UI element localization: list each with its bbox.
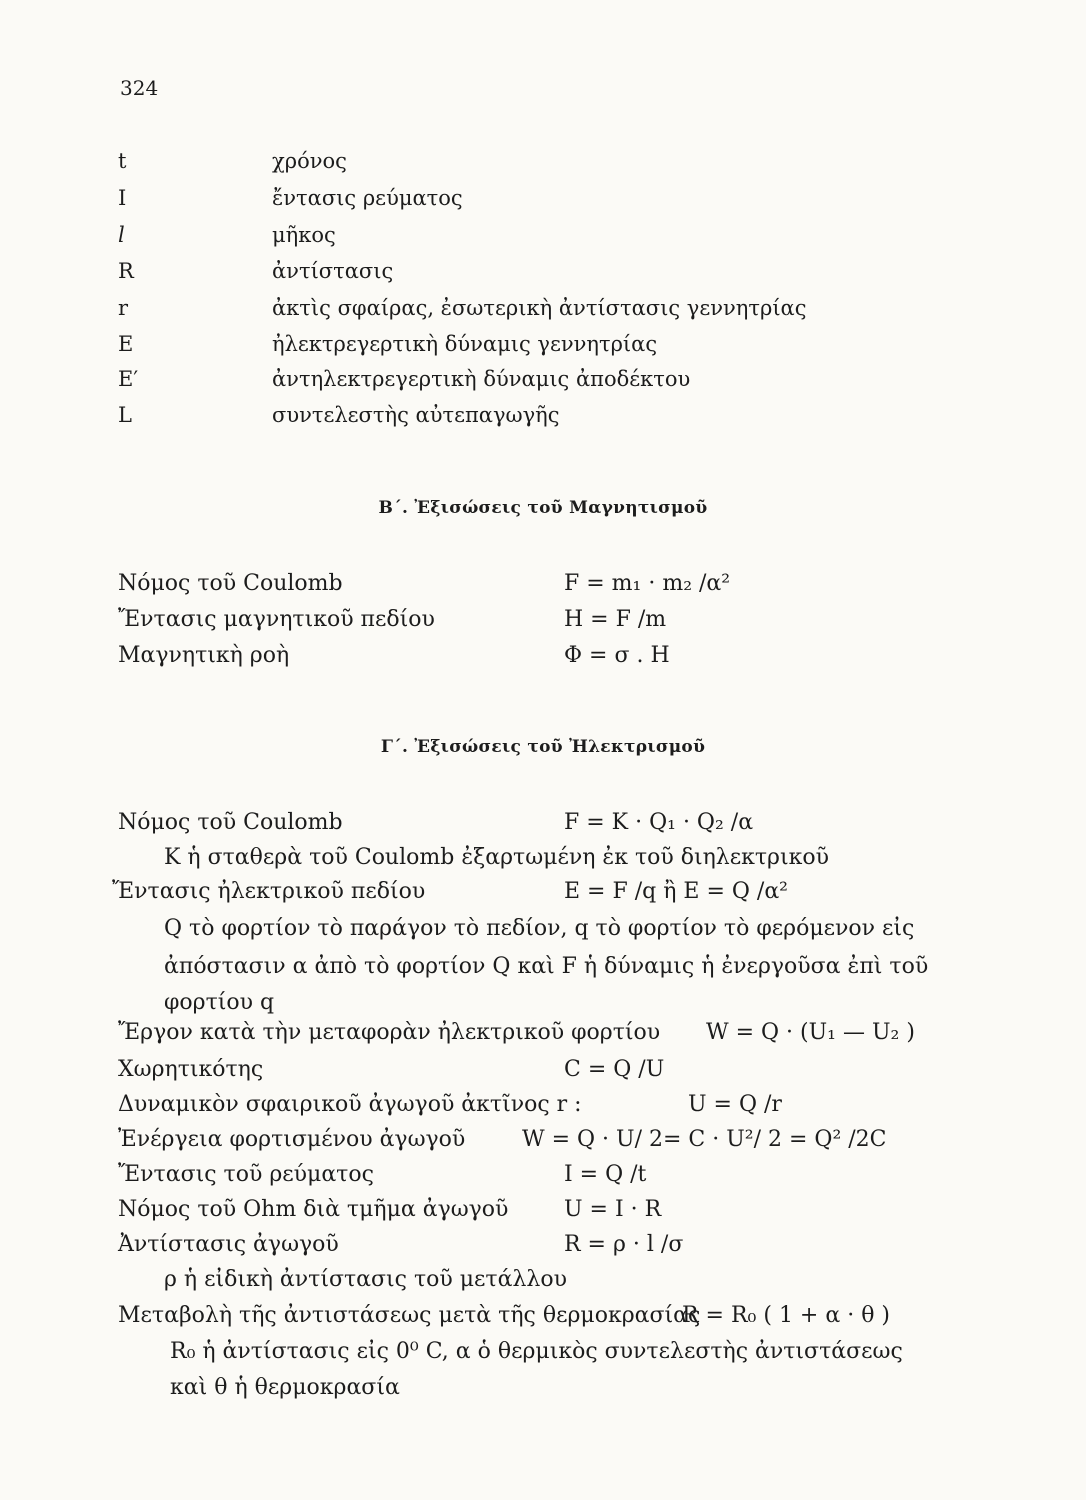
equation-label: Μεταβολὴ τῆς ἀντιστάσεως μετὰ τῆς θερμοκρασίας — [118, 1303, 701, 1328]
equation-row — [118, 1054, 978, 1086]
symbol-description: ἠλεκτρεγερτικὴ δύναμις γεννητρίας — [272, 332, 658, 356]
symbol: l — [118, 223, 125, 247]
equation-label: Ἐνέργεια φορτισμένου ἀγωγοῦ — [118, 1127, 466, 1152]
equation: E = F /q ἢ E = Q /α² — [564, 879, 788, 904]
equation-row — [118, 640, 968, 672]
equation-row — [118, 1194, 978, 1226]
equation-row — [118, 1229, 978, 1261]
equation-row — [118, 604, 968, 636]
symbol: R — [118, 259, 134, 283]
symbol: r — [118, 296, 129, 320]
equation-label: Νόμος τοῦ Coulomb — [118, 810, 343, 835]
equation-row — [118, 807, 968, 839]
equation: W = Q · (U₁ — U₂ ) — [706, 1020, 915, 1045]
symbol: I — [118, 186, 127, 210]
equation-label: Χωρητικότης — [118, 1057, 264, 1082]
symbol: E — [118, 332, 134, 356]
equation-label: Ἔντασις ἠλεκτρικοῦ πεδίου — [112, 879, 426, 904]
equation-label: Ἔντασις μαγνητικοῦ πεδίου — [118, 607, 435, 632]
equation: C = Q /U — [564, 1057, 665, 1082]
equation-note: καὶ θ ἡ θερμοκρασία — [170, 1375, 400, 1400]
symbol-description: συντελεστὴς αὐτεπαγωγῆς — [272, 403, 560, 427]
equation: I = Q /t — [564, 1162, 647, 1187]
equation-label: Ἔργον κατὰ τὴν μεταφορὰν ἠλεκτρικοῦ φορτίου — [118, 1020, 661, 1045]
equation-row — [118, 1300, 978, 1332]
equation: W = Q · U/ 2= C · U²/ 2 = Q² /2C — [522, 1127, 887, 1152]
equation: F = K · Q₁ · Q₂ /α — [564, 810, 754, 835]
equation-label: Νόμος τοῦ Coulomb — [118, 571, 343, 596]
section-heading-magnetism: Β΄. Ἐξισώσεις τοῦ Μαγνητισμοῦ — [378, 498, 708, 518]
symbol-description: ἀκτὶς σφαίρας, ἐσωτερικὴ ἀντίστασις γεννητρίας — [272, 296, 807, 320]
symbol: E′ — [118, 367, 139, 391]
symbol-description: ἔντασις ρεύματος — [272, 186, 463, 210]
equation: U = Q /r — [688, 1092, 782, 1117]
equation-note: φορτίου q — [164, 990, 275, 1015]
equation-label: Νόμος τοῦ Ohm διὰ τμῆμα ἀγωγοῦ — [118, 1197, 509, 1222]
equation-label: Δυναμικὸν σφαιρικοῦ ἀγωγοῦ ἀκτῖνος r : — [118, 1092, 582, 1117]
equation-row — [118, 1159, 978, 1191]
equation-row — [118, 1124, 978, 1156]
symbol-description: ἀντηλεκτρεγερτικὴ δύναμις ἀποδέκτου — [272, 367, 691, 391]
equation-label: Ἀντίστασις ἀγωγοῦ — [118, 1232, 339, 1257]
symbol-description: ἀντίστασις — [272, 259, 394, 283]
equation-note: Q τὸ φορτίον τὸ παράγον τὸ πεδίον, q τὸ φορτίον τὸ φερόμενον εἰς — [164, 916, 915, 941]
symbol: L — [118, 403, 132, 427]
equation-note: ρ ἡ εἰδικὴ ἀντίστασις τοῦ μετάλλου — [164, 1267, 567, 1292]
page-number: 324 — [120, 76, 159, 100]
equation-row — [118, 568, 968, 600]
equation: R = ρ · l /σ — [564, 1232, 684, 1257]
equation-note: K ἡ σταθερὰ τοῦ Coulomb ἐξαρτωμένη ἐκ τοῦ διηλεκτρικοῦ — [164, 845, 829, 870]
equation-row — [112, 876, 972, 908]
equation: H = F /m — [564, 607, 667, 632]
equation-row — [118, 1089, 978, 1121]
equation-note: R₀ ἡ ἀντίστασις εἰς 0⁰ C, α ὁ θερμικὸς συντελεστὴς ἀντιστάσεως — [170, 1339, 903, 1364]
equation-row — [118, 1017, 978, 1049]
equation: F = m₁ · m₂ /α² — [564, 571, 731, 596]
symbol-description: μῆκος — [272, 223, 336, 247]
section-heading-electricity: Γ΄. Ἐξισώσεις τοῦ Ἠλεκτρισμοῦ — [380, 737, 706, 757]
symbol-description: χρόνος — [272, 149, 347, 173]
equation: U = I · R — [564, 1197, 662, 1222]
equation: Φ = σ . H — [564, 643, 670, 668]
equation-label: Ἔντασις τοῦ ρεύματος — [118, 1162, 374, 1187]
symbol: t — [118, 149, 127, 173]
equation: R = R₀ ( 1 + α · θ ) — [682, 1303, 891, 1328]
equation-label: Μαγνητικὴ ροὴ — [118, 643, 290, 668]
equation-note: ἀπόστασιν α ἀπὸ τὸ φορτίον Q καὶ F ἡ δύναμις ἡ ἐνεργοῦσα ἐπὶ τοῦ — [164, 954, 929, 979]
